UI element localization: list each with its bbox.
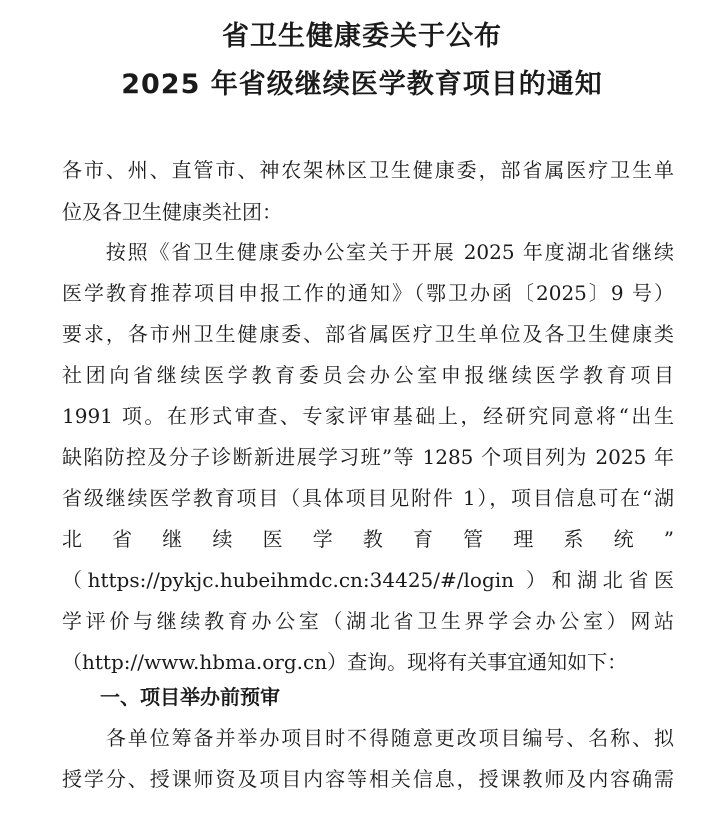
body-line-10: 学评价与继续教育办公室（湖北省卫生界学会办公室）网站: [62, 609, 674, 633]
body-line-3: 要求，各市州卫生健康委、部省属医疗卫生单位及各卫生健康类: [62, 322, 674, 346]
body-line-8: 北省继续医学教育管理系统”: [62, 527, 674, 551]
body-line-6: 缺陷防控及分子诊断新进展学习班”等 1285 个项目列为 2025 年: [62, 445, 674, 469]
body-line-7: 省级继续医学教育项目（具体项目见附件 1），项目信息可在“湖: [62, 486, 674, 510]
body-line-5: 1991 项。在形式审查、专家评审基础上，经研究同意将“出生: [62, 404, 674, 428]
body-line-9: （https://pykjc.hubeihmdc.cn:34425/#/login ）和湖北省医: [62, 568, 674, 592]
addressee-line-2: 位及各卫生健康类社团：: [62, 200, 282, 224]
body-line-1: 按照《省卫生健康委办公室关于开展 2025 年度湖北省继续: [62, 240, 674, 264]
section-1-line-2: 授学分、授课师资及项目内容等相关信息，授课教师及内容确需: [62, 767, 674, 791]
section-1-line-1: 各单位筹备并举办项目时不得随意更改项目编号、名称、拟: [62, 726, 674, 750]
addressee-line-1: 各市、州、直管市、神农架林区卫生健康委，部省属医疗卫生单: [62, 158, 674, 182]
title-line-2: 2025 年省级继续医学教育项目的通知: [121, 69, 603, 100]
body-line-4: 社团向省继续医学教育委员会办公室申报继续医学教育项目: [62, 363, 674, 387]
title-line-1: 省卫生健康委关于公布: [222, 21, 502, 52]
body-line-2: 医学教育推荐项目申报工作的通知》（鄂卫办函〔2025〕9 号）: [62, 281, 674, 305]
section-1-heading: 一、项目举办前预审: [100, 685, 280, 709]
body-line-11: （http://www.hbma.org.cn）查询。现将有关事宜通知如下：: [62, 650, 628, 674]
